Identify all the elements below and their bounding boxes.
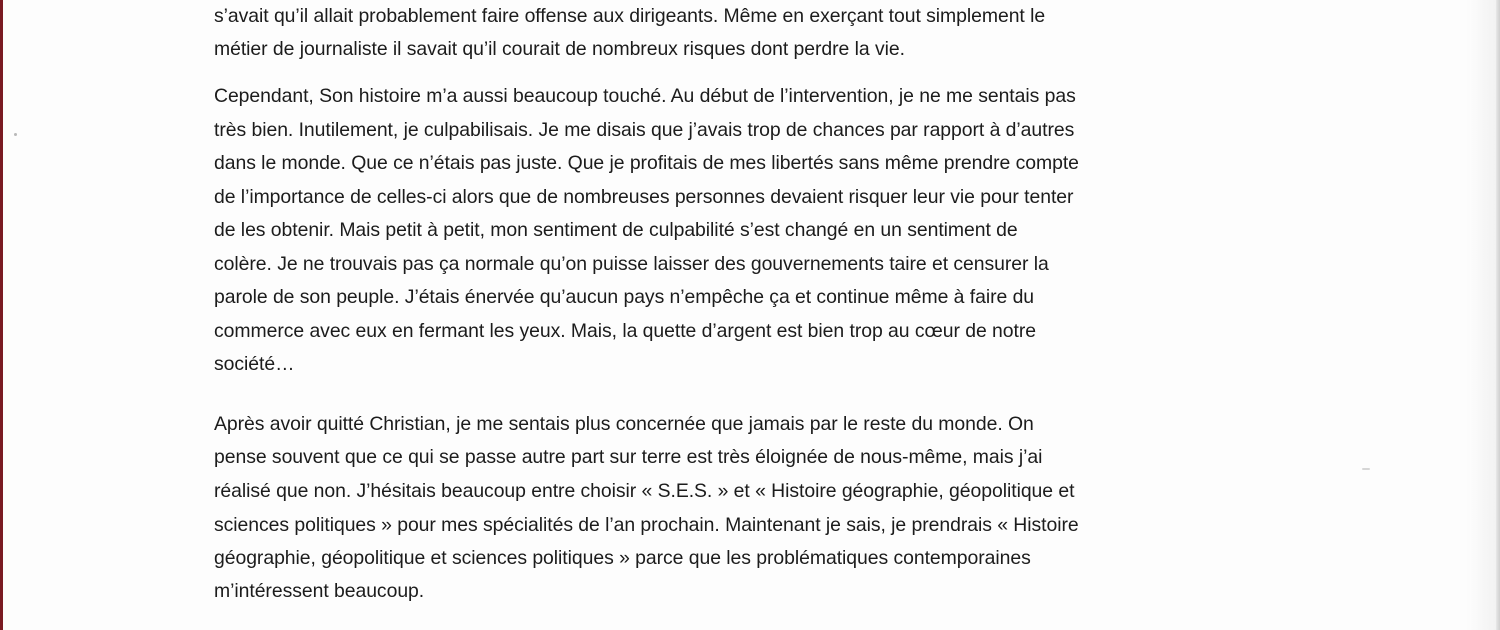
page-left-edge [0,0,3,630]
paragraph-3-line: pense souvent que ce qui se passe autre part sur terre est très éloignée de nous-même, mais j’ai [214,446,1043,468]
paragraph-2-line: société… [214,353,295,375]
paragraph-3-line: géographie, géopolitique et sciences politiques » parce que les problématiques contemporaines [214,547,1031,569]
scan-speck [1362,468,1370,470]
paragraph-2-line: colère. Je ne trouvais pas ça normale qu’on puisse laisser des gouvernements taire et censurer la [214,253,1049,275]
paragraph-3-line: Après avoir quitté Christian, je me sentais plus concernée que jamais par le reste du monde. On [214,413,1034,435]
paragraph-1-line: s’avait qu’il allait probablement faire offense aux dirigeants. Même en exerçant tout simplement le [214,5,1046,27]
paragraph-3-line: m’intéressent beaucoup. [214,580,425,602]
paragraph-3-line: sciences politiques » pour mes spécialités de l’an prochain. Maintenant je sais, je prendrais « Histoire [214,514,1079,536]
paragraph-1-line: métier de journaliste il savait qu’il courait de nombreux risques dont perdre la vie. [214,38,905,60]
paragraph-3-line: réalisé que non. J’hésitais beaucoup entre choisir « S.E.S. » et « Histoire géographie, géopolitique et [214,480,1075,502]
paragraph-2-line: Cependant, Son histoire m’a aussi beaucoup touché. Au début de l’intervention, je ne me sentais pas [214,85,1076,107]
page-right-shadow [1466,0,1496,630]
paragraph-2-line: dans le monde. Que ce n’étais pas juste. Que je profitais de mes libertés sans même prendre compte [214,152,1079,174]
paragraph-2-line: parole de son peuple. J’étais énervée qu’aucun pays n’empêche ça et continue même à faire du [214,286,1035,308]
paragraph-2-line: de l’importance de celles-ci alors que de nombreuses personnes devaient risquer leur vie pour tenter [214,186,1074,208]
paragraph-2-line: très bien. Inutilement, je culpabilisais. Je me disais que j’avais trop de chances par rapport à d’autres [214,119,1075,141]
page-right-edge [1496,0,1500,630]
paragraph-2-line: de les obtenir. Mais petit à petit, mon sentiment de culpabilité s’est changé en un sentiment de [214,219,1018,241]
scan-speck [14,133,17,136]
paragraph-2-line: commerce avec eux en fermant les yeux. Mais, la quette d’argent est bien trop au cœur de notre [214,320,1036,342]
